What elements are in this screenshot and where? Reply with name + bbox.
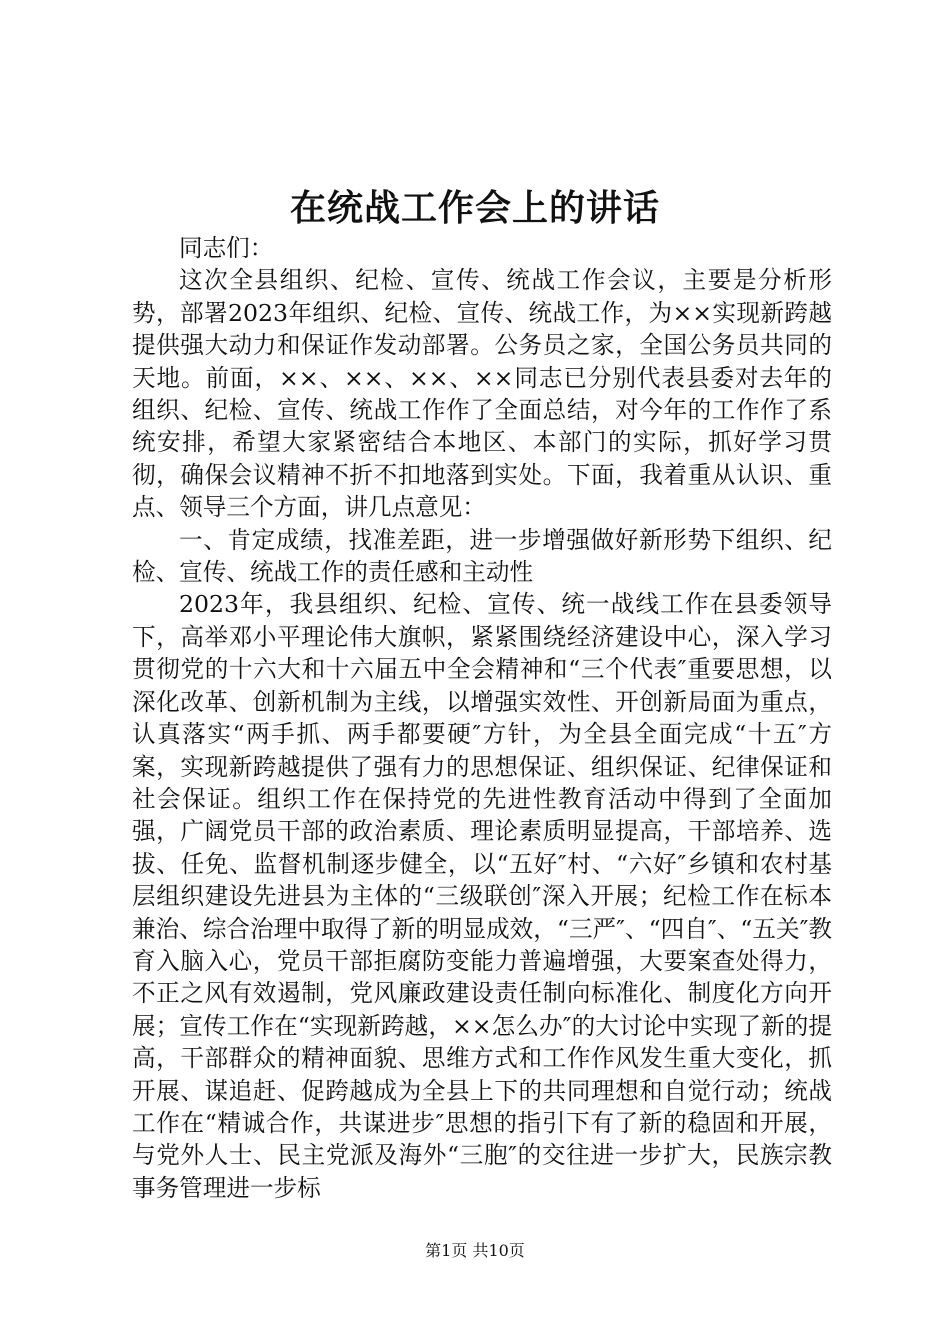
document-title: 在统战工作会上的讲话 [289,188,660,229]
section-heading-paragraph: 一、肯定成绩，找准差距，进一步增强做好新形势下组织、纪检、宣传、统战工作的责任感和主动性 [132,525,832,587]
intro-paragraph: 这次全县组织、纪检、宣传、统战工作会议，主要是分析形势，部署2023年组织、纪检、宣传、统战工作，为××实现新跨越提供强大动力和保证作发动部署。公务员之家，全国公务员共同的天地。前面，××、××、××、××同志已分别代表县委对去年的组织、纪检、宣传、统战工作作了全面总结，对今年的工作作了系统安排，希望大家紧密结合本地区、本部门的实际，抓好学习贯彻，确保会议精神不折不扣地落到实处。下面，我着重从认识、重点、领导三个方面，讲几点意见： [132,266,832,522]
page-footer: 第1页 共10页 [425,1241,525,1260]
salutation-paragraph: 同志们： [179,234,274,262]
body-paragraph: 2023年，我县组织、纪检、宣传、统一战线工作在县委领导下，高举邓小平理论伟大旗帜，紧紧围绕经济建设中心，深入学习贯彻党的十六大和十六届五中全会精神和“三个代表″重要思想，以深化改革、创新机制为主线，以增强实效性、开创新局面为重点，认真落实“两手抓、两手都要硬″方针，为全县全面完成“十五″方案，实现新跨越提供了强有力的思想保证、组织保证、纪律保证和社会保证。组织工作在保持党的先进性教育活动中得到了全面加强，广阔党员干部的政治素质、理论素质明显提高，干部培养、选拔、任免、监督机制逐步健全，以“五好″村、“六好″乡镇和农村基层组织建设先进县为主体的“三级联创″深入开展；纪检工作在标本兼治、综合治理中取得了新的明显成效，“三严″、“四自″、“五关″教育入脑入心，党员干部拒腐防变能力普遍增强，大要案查处得力，不正之风有效遏制，党风廉政建设责任制向标准化、制度化方向开展；宣传工作在“实现新跨越，××怎么办″的大讨论中实现了新的提高，干部群众的精神面貌、思维方式和工作作风发生重大变化，抓开展、谋追赶、促跨越成为全县上下的共同理想和自觉行动；统战工作在“精诚合作，共谋进步″思想的指引下有了新的稳固和开展，与党外人士、民主党派及海外“三胞″的交往进一步扩大，民族宗教事务管理进一步标 [132,590,832,1202]
document-body [132,232,832,1204]
